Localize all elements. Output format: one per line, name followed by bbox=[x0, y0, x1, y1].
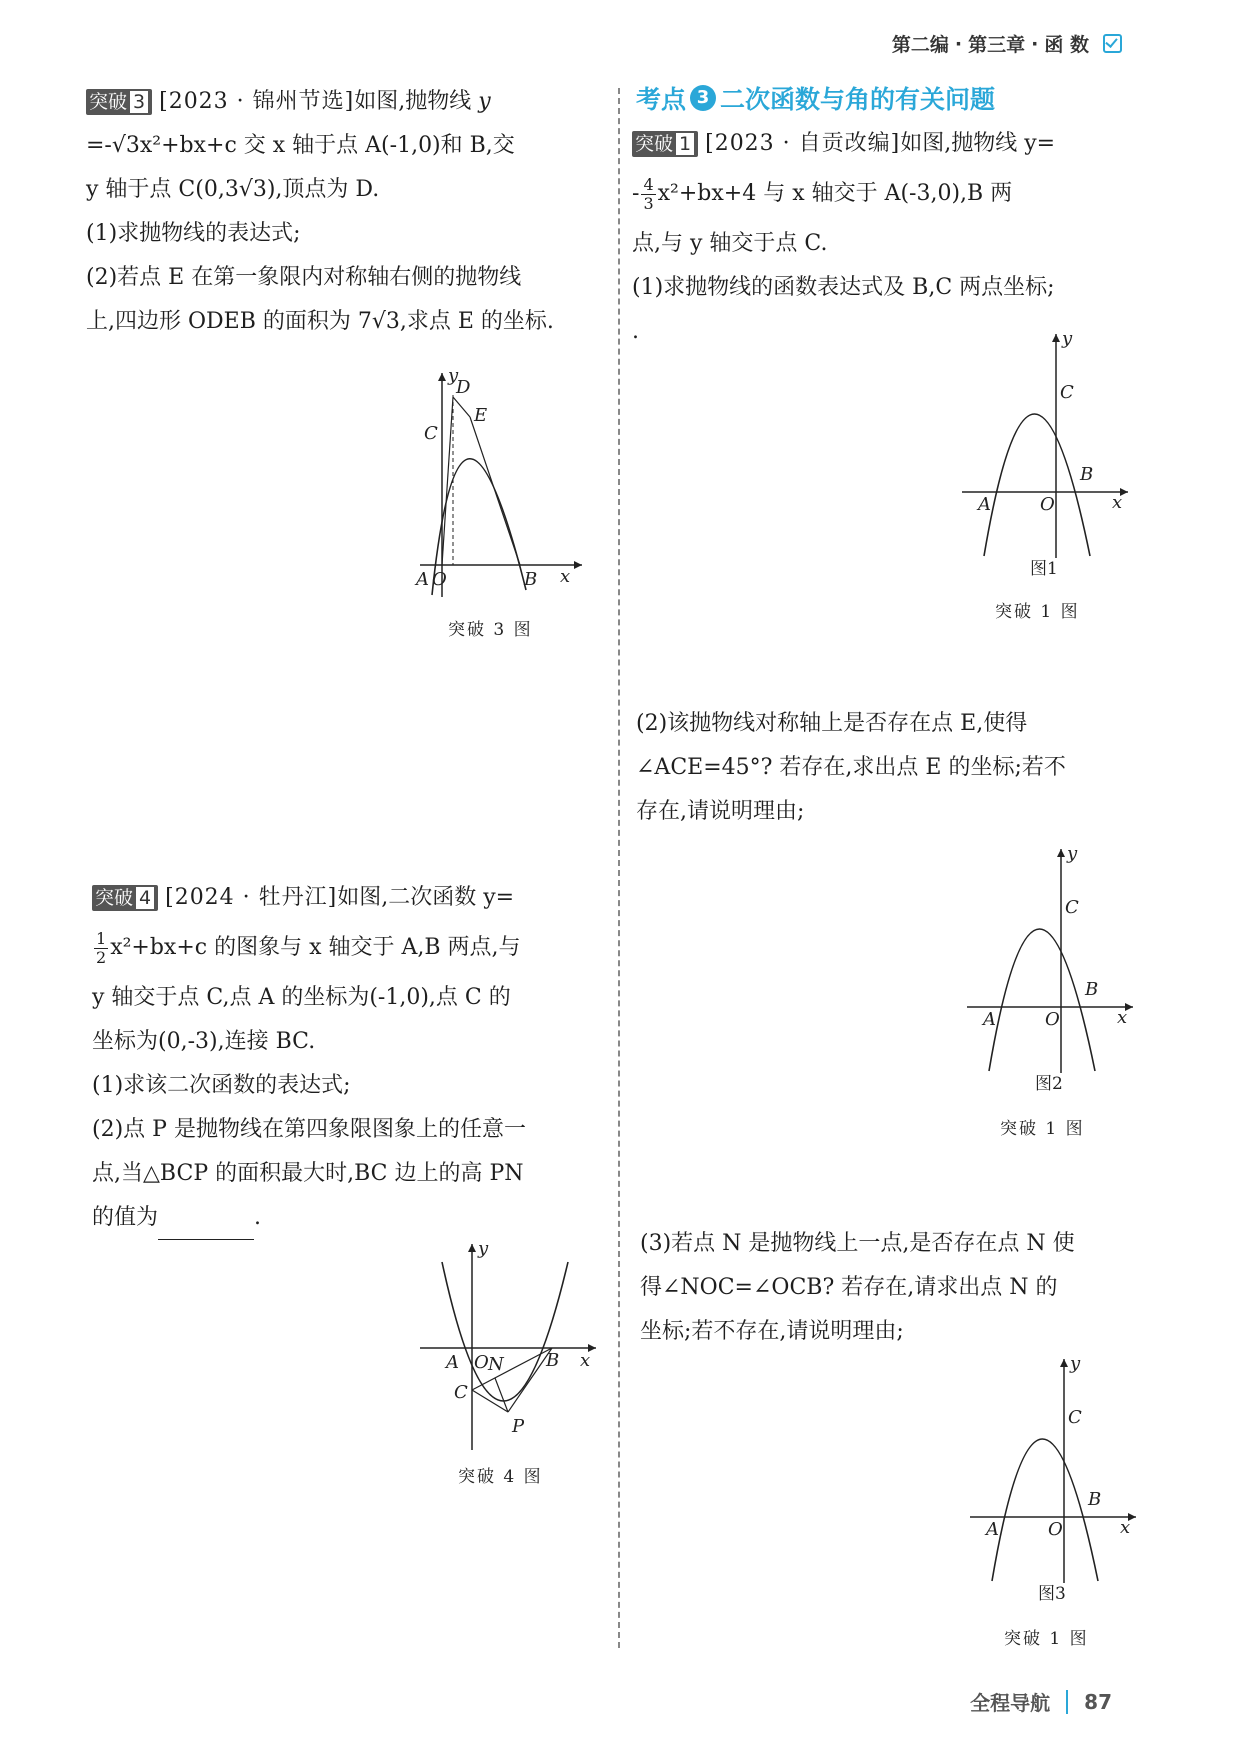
header-dot: · bbox=[1031, 32, 1039, 55]
label-x: x bbox=[1117, 1007, 1128, 1028]
figure-1 bbox=[960, 330, 1130, 580]
problem-1-q2c: 存在,请说明理由; bbox=[636, 799, 805, 824]
problem-1-line2: - $\frac{4}{3}$ x²+bx+4 与 x 轴交于 A(-3,0),B 两 bbox=[632, 174, 1013, 213]
problem-source: [2023 · 锦州节选] bbox=[159, 89, 355, 114]
label-C: C bbox=[424, 423, 438, 444]
check-icon bbox=[1103, 34, 1122, 53]
problem-1-q3c: 坐标;若不存在,请说明理由; bbox=[640, 1319, 904, 1344]
problem-1-q2a: (2)该抛物线对称轴上是否存在点 E,使得 bbox=[636, 711, 1028, 736]
problem-3 bbox=[86, 80, 596, 344]
problem-4-q1: (1)求该二次函数的表达式; bbox=[92, 1073, 351, 1098]
footer-divider bbox=[1066, 1690, 1068, 1714]
label-A: A bbox=[978, 494, 991, 515]
label-y: y bbox=[1062, 330, 1073, 349]
label-O: O bbox=[1048, 1519, 1063, 1540]
problem-4-q2c: 的值为 . bbox=[92, 1196, 602, 1240]
label-y: y bbox=[448, 365, 459, 386]
figure-2 bbox=[965, 845, 1135, 1095]
header-chapter: 第三章 bbox=[968, 34, 1026, 56]
problem-1-q1: (1)求抛物线的函数表达式及 B,C 两点坐标; bbox=[632, 275, 1055, 300]
problem-3-q2b: 上,四边形 ODEB 的面积为 7√3,求点 E 的坐标. bbox=[86, 309, 554, 334]
problem-tag: 突破 1 bbox=[632, 131, 698, 157]
problem-1-part2 bbox=[636, 702, 1146, 834]
figure-caption: 突破 1 图 bbox=[1000, 1119, 1085, 1139]
label-B: B bbox=[1080, 464, 1094, 485]
problem-1-line1: 突破 1 [2023 · 自贡改编]如图,抛物线 y= bbox=[632, 122, 1142, 166]
label-y: y bbox=[1067, 845, 1078, 864]
label-A: A bbox=[416, 569, 429, 590]
label-D: D bbox=[456, 377, 471, 398]
figure-label: 图1 bbox=[1030, 559, 1058, 579]
label-O: O bbox=[432, 569, 447, 590]
header-topic: 函 数 bbox=[1044, 34, 1089, 56]
problem-4-line4: 坐标为(0,-3),连接 BC. bbox=[92, 1029, 316, 1054]
problem-3-line2: =-√3x²+bx+c 交 x 轴于点 A(-1,0)和 B,交 bbox=[86, 133, 515, 158]
answer-blank[interactable] bbox=[158, 1215, 254, 1240]
label-P: P bbox=[512, 1416, 525, 1437]
problem-4 bbox=[92, 876, 602, 1240]
figure-problem-3 bbox=[410, 365, 590, 605]
problem-1 bbox=[632, 122, 1142, 354]
fraction: $\frac{1}{2}$ bbox=[96, 928, 107, 967]
label-x: x bbox=[560, 566, 571, 587]
label-x: x bbox=[1112, 492, 1123, 513]
figure-caption: 突破 4 图 bbox=[458, 1467, 543, 1487]
label-O: O bbox=[1040, 494, 1055, 515]
fraction: $\frac{4}{3}$ bbox=[643, 174, 654, 213]
figure-problem-4 bbox=[412, 1240, 602, 1455]
label-A: A bbox=[983, 1009, 996, 1030]
problem-3-line3: y 轴于点 C(0,3√3),顶点为 D. bbox=[86, 177, 380, 202]
kaodian-title: 考点 3 二次函数与角的有关问题 bbox=[636, 85, 996, 114]
problem-4-q2a: (2)点 P 是抛物线在第四象限图象上的任意一 bbox=[92, 1117, 526, 1142]
label-N: N bbox=[488, 1354, 504, 1375]
problem-tag: 突破 3 bbox=[86, 89, 152, 115]
problem-1-q1-dot: . bbox=[632, 319, 639, 344]
figure-caption: 突破 1 图 bbox=[1004, 1629, 1089, 1649]
problem-source: [2023 · 自贡改编] bbox=[705, 131, 901, 156]
problem-source: [2024 · 牡丹江] bbox=[165, 885, 338, 910]
figure-label: 图3 bbox=[1038, 1584, 1066, 1604]
header-section: 第二编 bbox=[891, 34, 949, 56]
column-divider bbox=[618, 88, 620, 1648]
problem-1-q3b: 得∠NOC=∠OCB? 若存在,请求出点 N 的 bbox=[640, 1275, 1058, 1300]
label-C: C bbox=[454, 1382, 468, 1403]
problem-1-q2b: ∠ACE=45°? 若存在,求出点 E 的坐标;若不 bbox=[636, 755, 1066, 780]
label-B: B bbox=[524, 569, 538, 590]
label-y: y bbox=[478, 1240, 489, 1259]
label-B: B bbox=[1085, 979, 1099, 1000]
label-O: O bbox=[1045, 1009, 1060, 1030]
label-O: O bbox=[474, 1352, 489, 1373]
label-E: E bbox=[474, 405, 488, 426]
label-y: y bbox=[1070, 1355, 1081, 1374]
problem-1-part3 bbox=[640, 1222, 1150, 1354]
label-C: C bbox=[1068, 1407, 1082, 1428]
label-B: B bbox=[1088, 1489, 1102, 1510]
label-x: x bbox=[1120, 1517, 1131, 1538]
label-C: C bbox=[1060, 382, 1074, 403]
series-name: 全程导航 bbox=[970, 1691, 1051, 1715]
figure-label: 图2 bbox=[1035, 1074, 1063, 1094]
problem-4-line3: y 轴交于点 C,点 A 的坐标为(-1,0),点 C 的 bbox=[92, 985, 511, 1010]
problem-4-line2: $\frac{1}{2}$ x²+bx+c 的图象与 x 轴交于 A,B 两点,与 bbox=[96, 928, 521, 967]
problem-3-q2a: (2)若点 E 在第一象限内对称轴右侧的抛物线 bbox=[86, 265, 522, 290]
header-dot: · bbox=[954, 32, 963, 55]
figure-3 bbox=[968, 1355, 1138, 1605]
label-x: x bbox=[580, 1350, 591, 1371]
problem-1-line3: 点,与 y 轴交于点 C. bbox=[632, 231, 828, 256]
problem-3-q1: (1)求抛物线的表达式; bbox=[86, 221, 301, 246]
label-C: C bbox=[1065, 897, 1079, 918]
page-number: 87 bbox=[1084, 1689, 1112, 1714]
problem-4-line1: 突破 4 [2024 · 牡丹江]如图,二次函数 y= bbox=[92, 876, 602, 920]
label-A: A bbox=[446, 1352, 459, 1373]
page-header bbox=[892, 30, 1122, 57]
problem-4-q2b: 点,当△BCP 的面积最大时,BC 边上的高 PN bbox=[92, 1161, 524, 1186]
problem-3-line1: 突破 3 [2023 · 锦州节选]如图,抛物线 y bbox=[86, 80, 596, 124]
figure-caption: 突破 3 图 bbox=[448, 620, 533, 640]
label-A: A bbox=[986, 1519, 999, 1540]
problem-tag: 突破 4 bbox=[92, 885, 158, 911]
figure-caption: 突破 1 图 bbox=[995, 602, 1080, 622]
page-footer bbox=[970, 1687, 1112, 1716]
problem-1-q3a: (3)若点 N 是抛物线上一点,是否存在点 N 使 bbox=[640, 1231, 1075, 1256]
label-B: B bbox=[546, 1350, 560, 1371]
